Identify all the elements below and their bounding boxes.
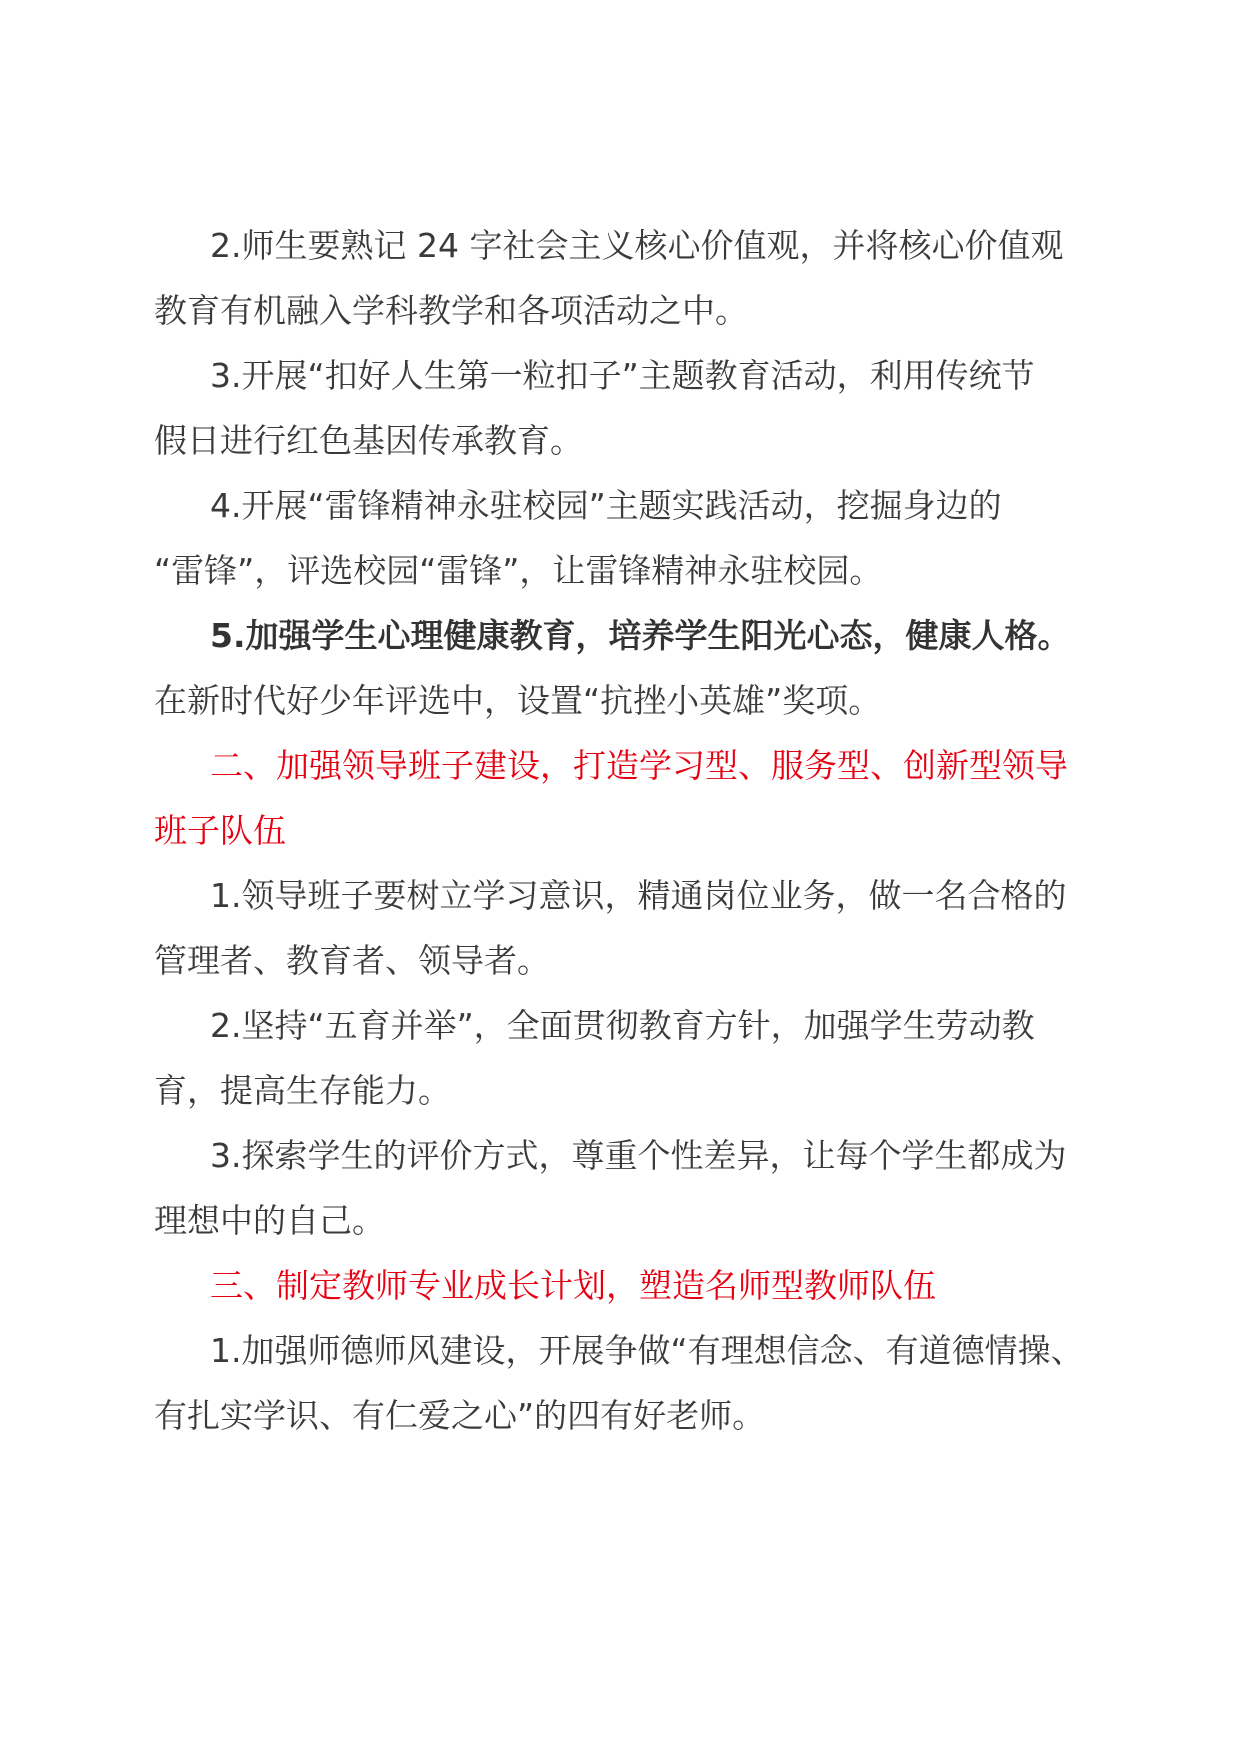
paragraph-line: 理想中的自己。 [154,1201,385,1240]
paragraph-learning-awareness [154,863,1094,993]
paragraph-line: 在新时代好少年评选中，设置“抗挫小英雄”奖项。 [154,681,882,720]
bold-lead-sentence: 5.加强学生心理健康教育，培养学生阳光心态，健康人格。 [210,616,1071,655]
paragraph-line: 假日进行红色基因传承教育。 [154,421,583,460]
paragraph-line: 2.师生要熟记 24 字社会主义核心价值观，并将核心价值观 [210,226,1064,265]
paragraph-lei-feng [154,473,1094,603]
paragraph-line: 3.探索学生的评价方式，尊重个性差异，让每个学生都成为 [210,1136,1067,1175]
paragraph-teacher-ethics [154,1318,1094,1448]
paragraph-evaluation [154,1123,1094,1253]
paragraph-line: 1.加强师德师风建设，开展争做“有理想信念、有道德情操、 [210,1331,1084,1370]
paragraph-five-education [154,993,1094,1123]
document-body [154,213,1094,1448]
paragraph-line: 育，提高生存能力。 [154,1071,451,1110]
paragraph-line: 3.开展“扣好人生第一粒扣子”主题教育活动，利用传统节 [210,356,1035,395]
paragraph-line: 管理者、教育者、领导者。 [154,941,550,980]
heading-line: 班子队伍 [154,811,286,850]
paragraph-line: 4.开展“雷锋精神永驻校园”主题实践活动，挖掘身边的 [210,486,1002,525]
paragraph-first-button [154,343,1094,473]
section-heading-teacher-growth [154,1253,1094,1318]
paragraph-line: 有扎实学识、有仁爱之心”的四有好老师。 [154,1396,766,1435]
paragraph-mental-health [154,603,1094,733]
paragraph-core-values [154,213,1094,343]
paragraph-line: 教育有机融入学科教学和各项活动之中。 [154,291,748,330]
heading-line: 二、加强领导班子建设，打造学习型、服务型、创新型领导 [210,746,1068,785]
heading-line: 三、制定教师专业成长计划，塑造名师型教师队伍 [210,1266,936,1305]
paragraph-line: 1.领导班子要树立学习意识，精通岗位业务，做一名合格的 [210,876,1067,915]
paragraph-line: “雷锋”，评选校园“雷锋”，让雷锋精神永驻校园。 [154,551,883,590]
paragraph-line: 2.坚持“五育并举”，全面贯彻教育方针，加强学生劳动教 [210,1006,1035,1045]
section-heading-leadership [154,733,1094,863]
